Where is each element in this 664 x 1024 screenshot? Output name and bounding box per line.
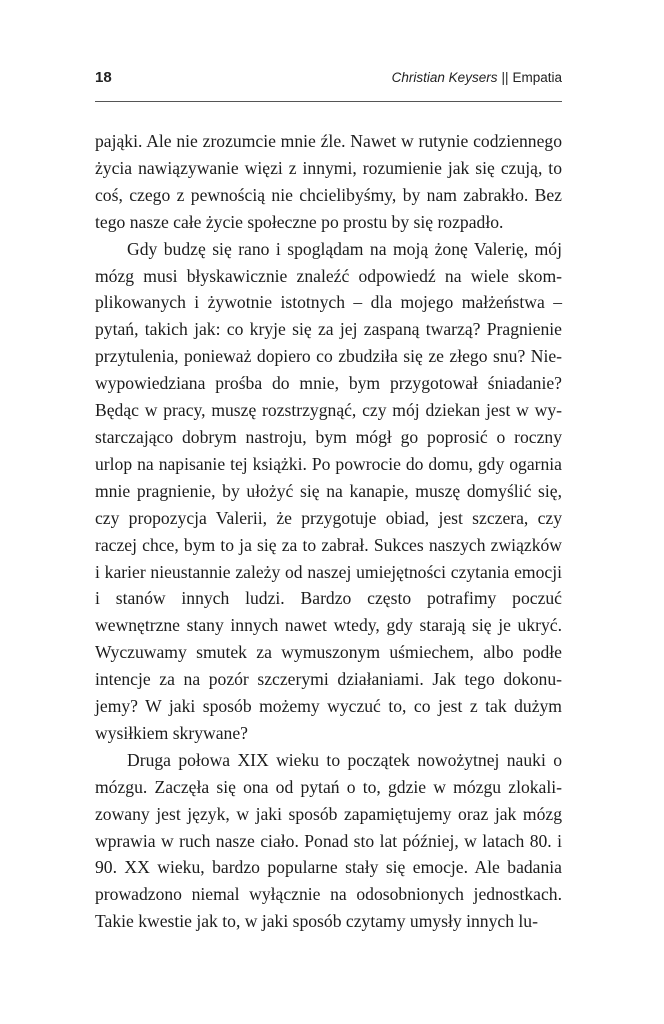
header-rule xyxy=(95,101,562,102)
running-head xyxy=(392,70,562,85)
paragraph-3: Druga połowa XIX wieku to początek nowożytnej nauki o mózgu. Zaczęła się ona od pytań o to, gdzie w mózgu zlokalizowany jest język, w jaki sposób zapamiętujemy oraz jak mózg wprawia w ruch nasze ciało. Ponad sto lat później, w latach 80. i 90. XX wieku, bardzo popularne stały się emocje. Ale badania prowadzono niemal wyłącznie na odosobnionych jednostkach. Takie kwestie jak to, w jaki sposób czytamy umysły innych lu- xyxy=(95,749,562,932)
running-head-title: Empatia xyxy=(512,70,562,85)
paragraph-2: Gdy budzę się rano i spoglądam na moją żonę Valerię, mój mózg musi błyskawicznie znaleźć odpowiedź na wiele skomplikowanych i żywotnie istotnych – dla mojego małżeństwa – pytań, takich jak: co kryje się za jej zaspaną twarzą? Pragnienie przytulenia, ponieważ dopiero co zbudziła się ze złego snu? Niewypowiedziana prośba do mnie, bym przygotował śniadanie? Będąc w pracy, muszę rozstrzygnąć, czy mój dziekan jest w wystarczająco dobrym nastroju, bym mógł go poprosić o roczny urlop na napisanie tej książki. Po powrocie do domu, gdy ogarnia mnie pragnienie, by ułożyć się na kanapie, muszę domyślić się, czy propozycja Valerii, że przygotuje obiad, jest szczera, czy raczej chce, bym to ja się za to zabrał. Sukces naszych związków i karier nieustannie zależy od naszej umiejętności czytania emocji i stanów innych ludzi. Bardzo często potrafimy poczuć wewnętrzne stany innych nawet wtedy, gdy starają się je ukryć. Wyczuwamy smutek za wymuszonym uśmiechem, albo podłe intencje za na pozór szczerymi działaniami. Jak tego dokonujemy? W jaki sposób możemy wyczuć to, co jest z tak dużym wysiłkiem skrywane? xyxy=(95,238,562,743)
page-number: 18 xyxy=(95,69,112,86)
running-head-separator: || xyxy=(501,70,509,85)
page-header xyxy=(95,69,562,89)
running-head-author: Christian Keysers xyxy=(391,70,498,85)
body-text xyxy=(95,128,562,935)
paragraph-1: pająki. Ale nie zrozumcie mnie źle. Nawet w rutynie codziennego życia nawiązywanie więzi z innymi, rozumienie jak się czują, to coś, czego z pewnością nie chcielibyśmy, by nam zabrakło. Bez tego nasze całe życie społeczne po prostu by się rozpadło. xyxy=(95,131,562,232)
